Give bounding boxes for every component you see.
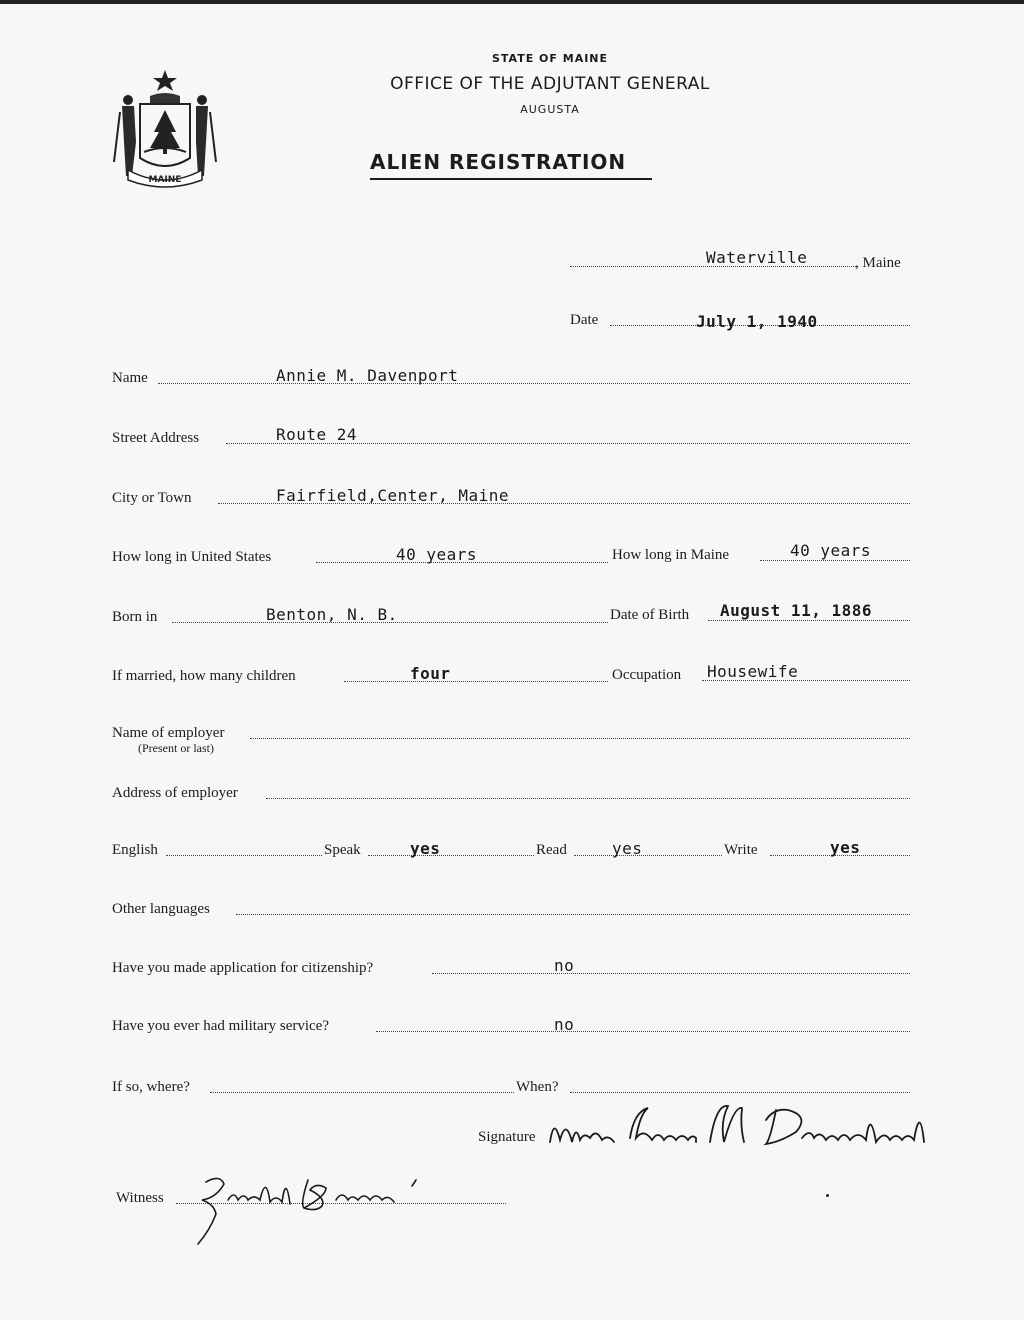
in-maine-label: How long in Maine (612, 547, 730, 563)
seal-label: MAINE (148, 175, 182, 185)
write-value: yes (830, 838, 861, 857)
citizenship-label: Have you made application for citizenship? (112, 960, 374, 976)
military-value: no (554, 1015, 575, 1034)
office-heading: OFFICE OF THE ADJUTANT GENERAL (390, 74, 710, 94)
when-line (570, 1092, 910, 1093)
children-value: four (410, 664, 451, 683)
witness-label: Witness (116, 1190, 164, 1206)
other-languages-label: Other languages (112, 901, 210, 917)
citizenship-line (432, 973, 910, 974)
children-line (344, 681, 608, 682)
stray-mark (826, 1194, 829, 1197)
signature-label: Signature (478, 1129, 536, 1145)
name-line (158, 383, 910, 384)
read-line (574, 855, 722, 856)
other-languages-line (236, 914, 910, 915)
employer-address-label: Address of employer (112, 785, 238, 801)
military-line (376, 1031, 910, 1032)
in-maine-value: 40 years (790, 541, 872, 560)
city-value: Fairfield,Center, Maine (276, 486, 510, 505)
in-maine-line (760, 560, 910, 561)
born-in-label: Born in (112, 609, 158, 625)
read-value: yes (612, 839, 643, 858)
military-label: Have you ever had military service? (112, 1018, 329, 1034)
employer-label: Name of employer (112, 725, 225, 741)
dob-line (708, 620, 910, 621)
name-value: Annie M. Davenport (276, 366, 459, 385)
employer-line (250, 738, 910, 739)
occupation-value: Housewife (707, 662, 799, 681)
where-label: If so, where? (112, 1079, 190, 1095)
citizenship-value: no (554, 956, 575, 975)
employer-note: (Present or last) (138, 741, 214, 755)
maine-label: , Maine (855, 255, 901, 271)
where-line (210, 1092, 514, 1093)
place-value: Waterville (706, 248, 808, 267)
top-border (0, 0, 1024, 4)
speak-line (368, 855, 534, 856)
born-in-value: Benton, N. B. (266, 605, 398, 624)
street-label: Street Address (112, 430, 200, 446)
children-label: If married, how many children (112, 668, 296, 684)
dob-label: Date of Birth (610, 607, 690, 623)
employer-address-line (266, 798, 910, 799)
date-label: Date (570, 312, 599, 328)
signature-handwriting (544, 1098, 1020, 1160)
english-line (166, 855, 322, 856)
name-label: Name (112, 370, 148, 386)
in-us-label: How long in United States (112, 549, 272, 565)
write-label: Write (724, 842, 758, 858)
form-title: ALIEN REGISTRATION (370, 150, 652, 180)
occupation-label: Occupation (612, 667, 682, 683)
city-label: City or Town (112, 490, 192, 506)
witness-handwriting (176, 1160, 456, 1256)
speak-value: yes (410, 839, 441, 858)
date-value: July 1, 1940 (696, 312, 818, 331)
dob-value: August 11, 1886 (720, 601, 872, 620)
maine-state-seal-icon (110, 66, 220, 192)
city-heading: AUGUSTA (520, 103, 580, 116)
speak-label: Speak (324, 842, 361, 858)
english-label: English (112, 842, 158, 858)
read-label: Read (536, 842, 567, 858)
in-us-value: 40 years (396, 545, 478, 564)
when-label: When? (516, 1079, 559, 1095)
state-heading: STATE OF MAINE (491, 52, 609, 65)
street-value: Route 24 (276, 425, 358, 444)
